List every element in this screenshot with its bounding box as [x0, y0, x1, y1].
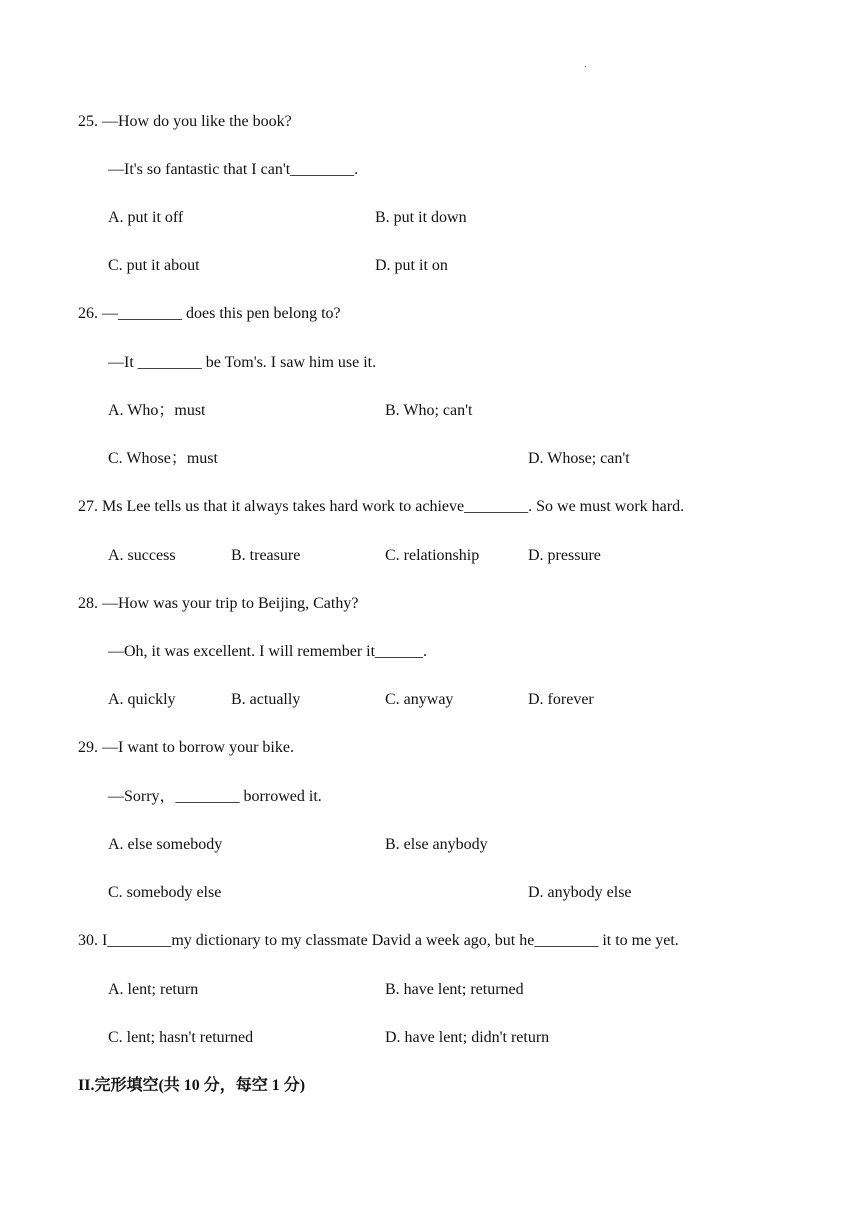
question-28-option-a: A. quickly: [108, 691, 176, 708]
question-30-stem: 30. I________my dictionary to my classmate David a week ago, but he________ it to me yet.: [78, 932, 679, 949]
question-26-option-d: D. Whose; can't: [528, 450, 630, 467]
question-29-stem: 29. —I want to borrow your bike.: [78, 739, 294, 756]
question-29-option-b: B. else anybody: [385, 836, 488, 853]
question-27-stem: 27. Ms Lee tells us that it always takes hard work to achieve________. So we must work hard.: [78, 498, 685, 515]
question-30-option-b: B. have lent; returned: [385, 981, 524, 998]
question-29-reply: —Sorry，________ borrowed it.: [108, 788, 322, 805]
section-heading: II.完形填空(共 10 分，每空 1 分): [78, 1077, 306, 1094]
question-26-option-b: B. Who; can't: [385, 402, 473, 419]
question-27-option-a: A. success: [108, 547, 176, 564]
question-30-option-a: A. lent; return: [108, 981, 199, 998]
question-26-option-a: A. Who；must: [108, 402, 206, 419]
question-25-option-b: B. put it down: [375, 209, 467, 226]
question-25-option-a: A. put it off: [108, 209, 184, 226]
question-25-option-c: C. put it about: [108, 257, 200, 274]
question-26-reply: —It ________ be Tom's. I saw him use it.: [108, 354, 377, 371]
question-27-option-c: C. relationship: [385, 547, 480, 564]
question-27-option-d: D. pressure: [528, 547, 601, 564]
question-28-option-c: C. anyway: [385, 691, 454, 708]
question-28-reply: —Oh, it was excellent. I will remember it______.: [108, 643, 428, 660]
question-29-option-a: A. else somebody: [108, 836, 223, 853]
question-28-option-b: B. actually: [231, 691, 301, 708]
header-dot: ·: [584, 62, 588, 73]
question-26-stem: 26. —________ does this pen belong to?: [78, 305, 341, 322]
question-28-stem: 28. —How was your trip to Beijing, Cathy?: [78, 595, 359, 612]
question-27-option-b: B. treasure: [231, 547, 301, 564]
question-25-stem: 25. —How do you like the book?: [78, 113, 292, 130]
question-28-option-d: D. forever: [528, 691, 594, 708]
question-29-option-d: D. anybody else: [528, 884, 632, 901]
question-30-option-c: C. lent; hasn't returned: [108, 1029, 254, 1046]
question-25-option-d: D. put it on: [375, 257, 448, 274]
question-26-option-c: C. Whose；must: [108, 450, 218, 467]
question-25-reply: —It's so fantastic that I can't________.: [108, 161, 359, 178]
question-30-option-d: D. have lent; didn't return: [385, 1029, 550, 1046]
question-29-option-c: C. somebody else: [108, 884, 222, 901]
